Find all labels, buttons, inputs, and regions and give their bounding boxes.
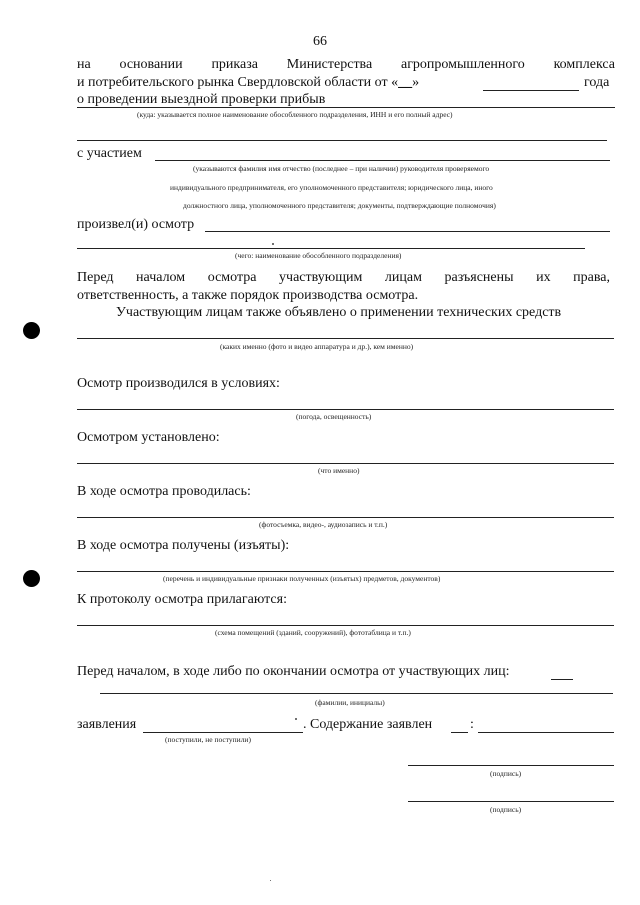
participation-hint-3: должностного лица, уполномоченного представителя; документы, подтверждающие полномочия) bbox=[183, 201, 496, 210]
inspected-label: произвел(и) осмотр bbox=[77, 217, 195, 232]
binder-hole bbox=[23, 570, 40, 587]
inspected-field-extra[interactable] bbox=[77, 248, 585, 249]
destination-hint: (куда: указывается полное наименование обособленного подразделения, ИНН и его полный адрес) bbox=[137, 110, 453, 119]
technical-means-hint: (каких именно (фото и видео аппаратура и др.), кем именно) bbox=[220, 342, 414, 351]
rights-line-1: Перед началом осмотра участвующим лицам разъяснены их права, bbox=[77, 270, 610, 285]
established-label: Осмотром установлено: bbox=[77, 430, 220, 445]
statements-persons-field[interactable] bbox=[551, 679, 573, 680]
binder-hole bbox=[23, 322, 40, 339]
signature-field-1[interactable] bbox=[408, 765, 614, 766]
statements-status-field[interactable] bbox=[143, 732, 303, 733]
attached-hint: (схема помещений (зданий, сооружений), фототаблица и т.п.) bbox=[215, 628, 411, 637]
participation-hint-1: (указываются фамилия имя отчество (последнее – при наличии) руководителя проверяемого bbox=[193, 164, 490, 173]
scan-speck bbox=[270, 880, 271, 881]
signature-hint-2: (подпись) bbox=[490, 805, 522, 814]
statements-suffix-field[interactable] bbox=[451, 732, 468, 733]
year-label: года bbox=[584, 75, 610, 90]
persons-names-field[interactable] bbox=[100, 693, 613, 694]
conditions-hint: (погода, освещенность) bbox=[296, 412, 372, 421]
inspected-field[interactable] bbox=[205, 231, 610, 232]
scan-speck bbox=[295, 718, 297, 720]
conditions-label: Осмотр производился в условиях: bbox=[77, 376, 280, 391]
technical-means-field[interactable] bbox=[77, 338, 614, 339]
page-number: 66 bbox=[313, 34, 327, 49]
statements-content-label: . Содержание заявлен bbox=[303, 717, 433, 732]
conducted-label: В ходе осмотра проводилась: bbox=[77, 484, 251, 499]
attached-label: К протоколу осмотра прилагаются: bbox=[77, 592, 287, 607]
obtained-field[interactable] bbox=[77, 571, 614, 572]
inspected-hint: (чего: наименование обособленного подразделения) bbox=[235, 251, 402, 260]
scan-speck bbox=[272, 243, 274, 245]
established-field[interactable] bbox=[77, 463, 614, 464]
persons-names-hint: (фамилии, инициалы) bbox=[315, 698, 385, 707]
intro-line-3: о проведении выездной проверки прибыв bbox=[77, 92, 326, 107]
statements-colon: : bbox=[470, 717, 474, 732]
signature-field-2[interactable] bbox=[408, 801, 614, 802]
attached-field[interactable] bbox=[77, 625, 614, 626]
intro-line-2-start: и потребительского рынка Свердловской области от «__» bbox=[77, 75, 420, 90]
statements-label: заявления bbox=[77, 717, 137, 732]
statements-status-hint: (поступили, не поступили) bbox=[165, 735, 251, 744]
rights-line-3: Участвующим лицам также объявлено о применении технических средств bbox=[116, 305, 562, 320]
rights-line-2: ответственность, а также порядок производства осмотра. bbox=[77, 288, 419, 303]
statements-content-field[interactable] bbox=[478, 732, 614, 733]
participation-hint-2: индивидуального предпринимателя, его уполномоченного представителя; юридического лица, иного bbox=[170, 183, 493, 192]
participation-label: с участием bbox=[77, 146, 142, 161]
conducted-field[interactable] bbox=[77, 517, 614, 518]
intro-line-1: на основании приказа Министерства агропромышленного комплекса bbox=[77, 57, 615, 72]
obtained-hint: (перечень и индивидуальные признаки полученных (изъятых) предметов, документов) bbox=[163, 574, 441, 583]
obtained-label: В ходе осмотра получены (изъяты): bbox=[77, 538, 290, 553]
date-month-field[interactable] bbox=[483, 90, 579, 91]
participation-field[interactable] bbox=[155, 160, 610, 161]
statements-line-1: Перед началом, в ходе либо по окончании осмотра от участвующих лиц: bbox=[77, 664, 510, 679]
signature-hint-1: (подпись) bbox=[490, 769, 522, 778]
established-hint: (что именно) bbox=[318, 466, 360, 475]
destination-field-extra[interactable] bbox=[77, 140, 607, 141]
conditions-field[interactable] bbox=[77, 409, 614, 410]
destination-field[interactable] bbox=[77, 107, 615, 108]
date-day-field[interactable]: __ bbox=[398, 75, 413, 90]
conducted-hint: (фотосъемка, видео-, аудиозапись и т.п.) bbox=[259, 520, 388, 529]
